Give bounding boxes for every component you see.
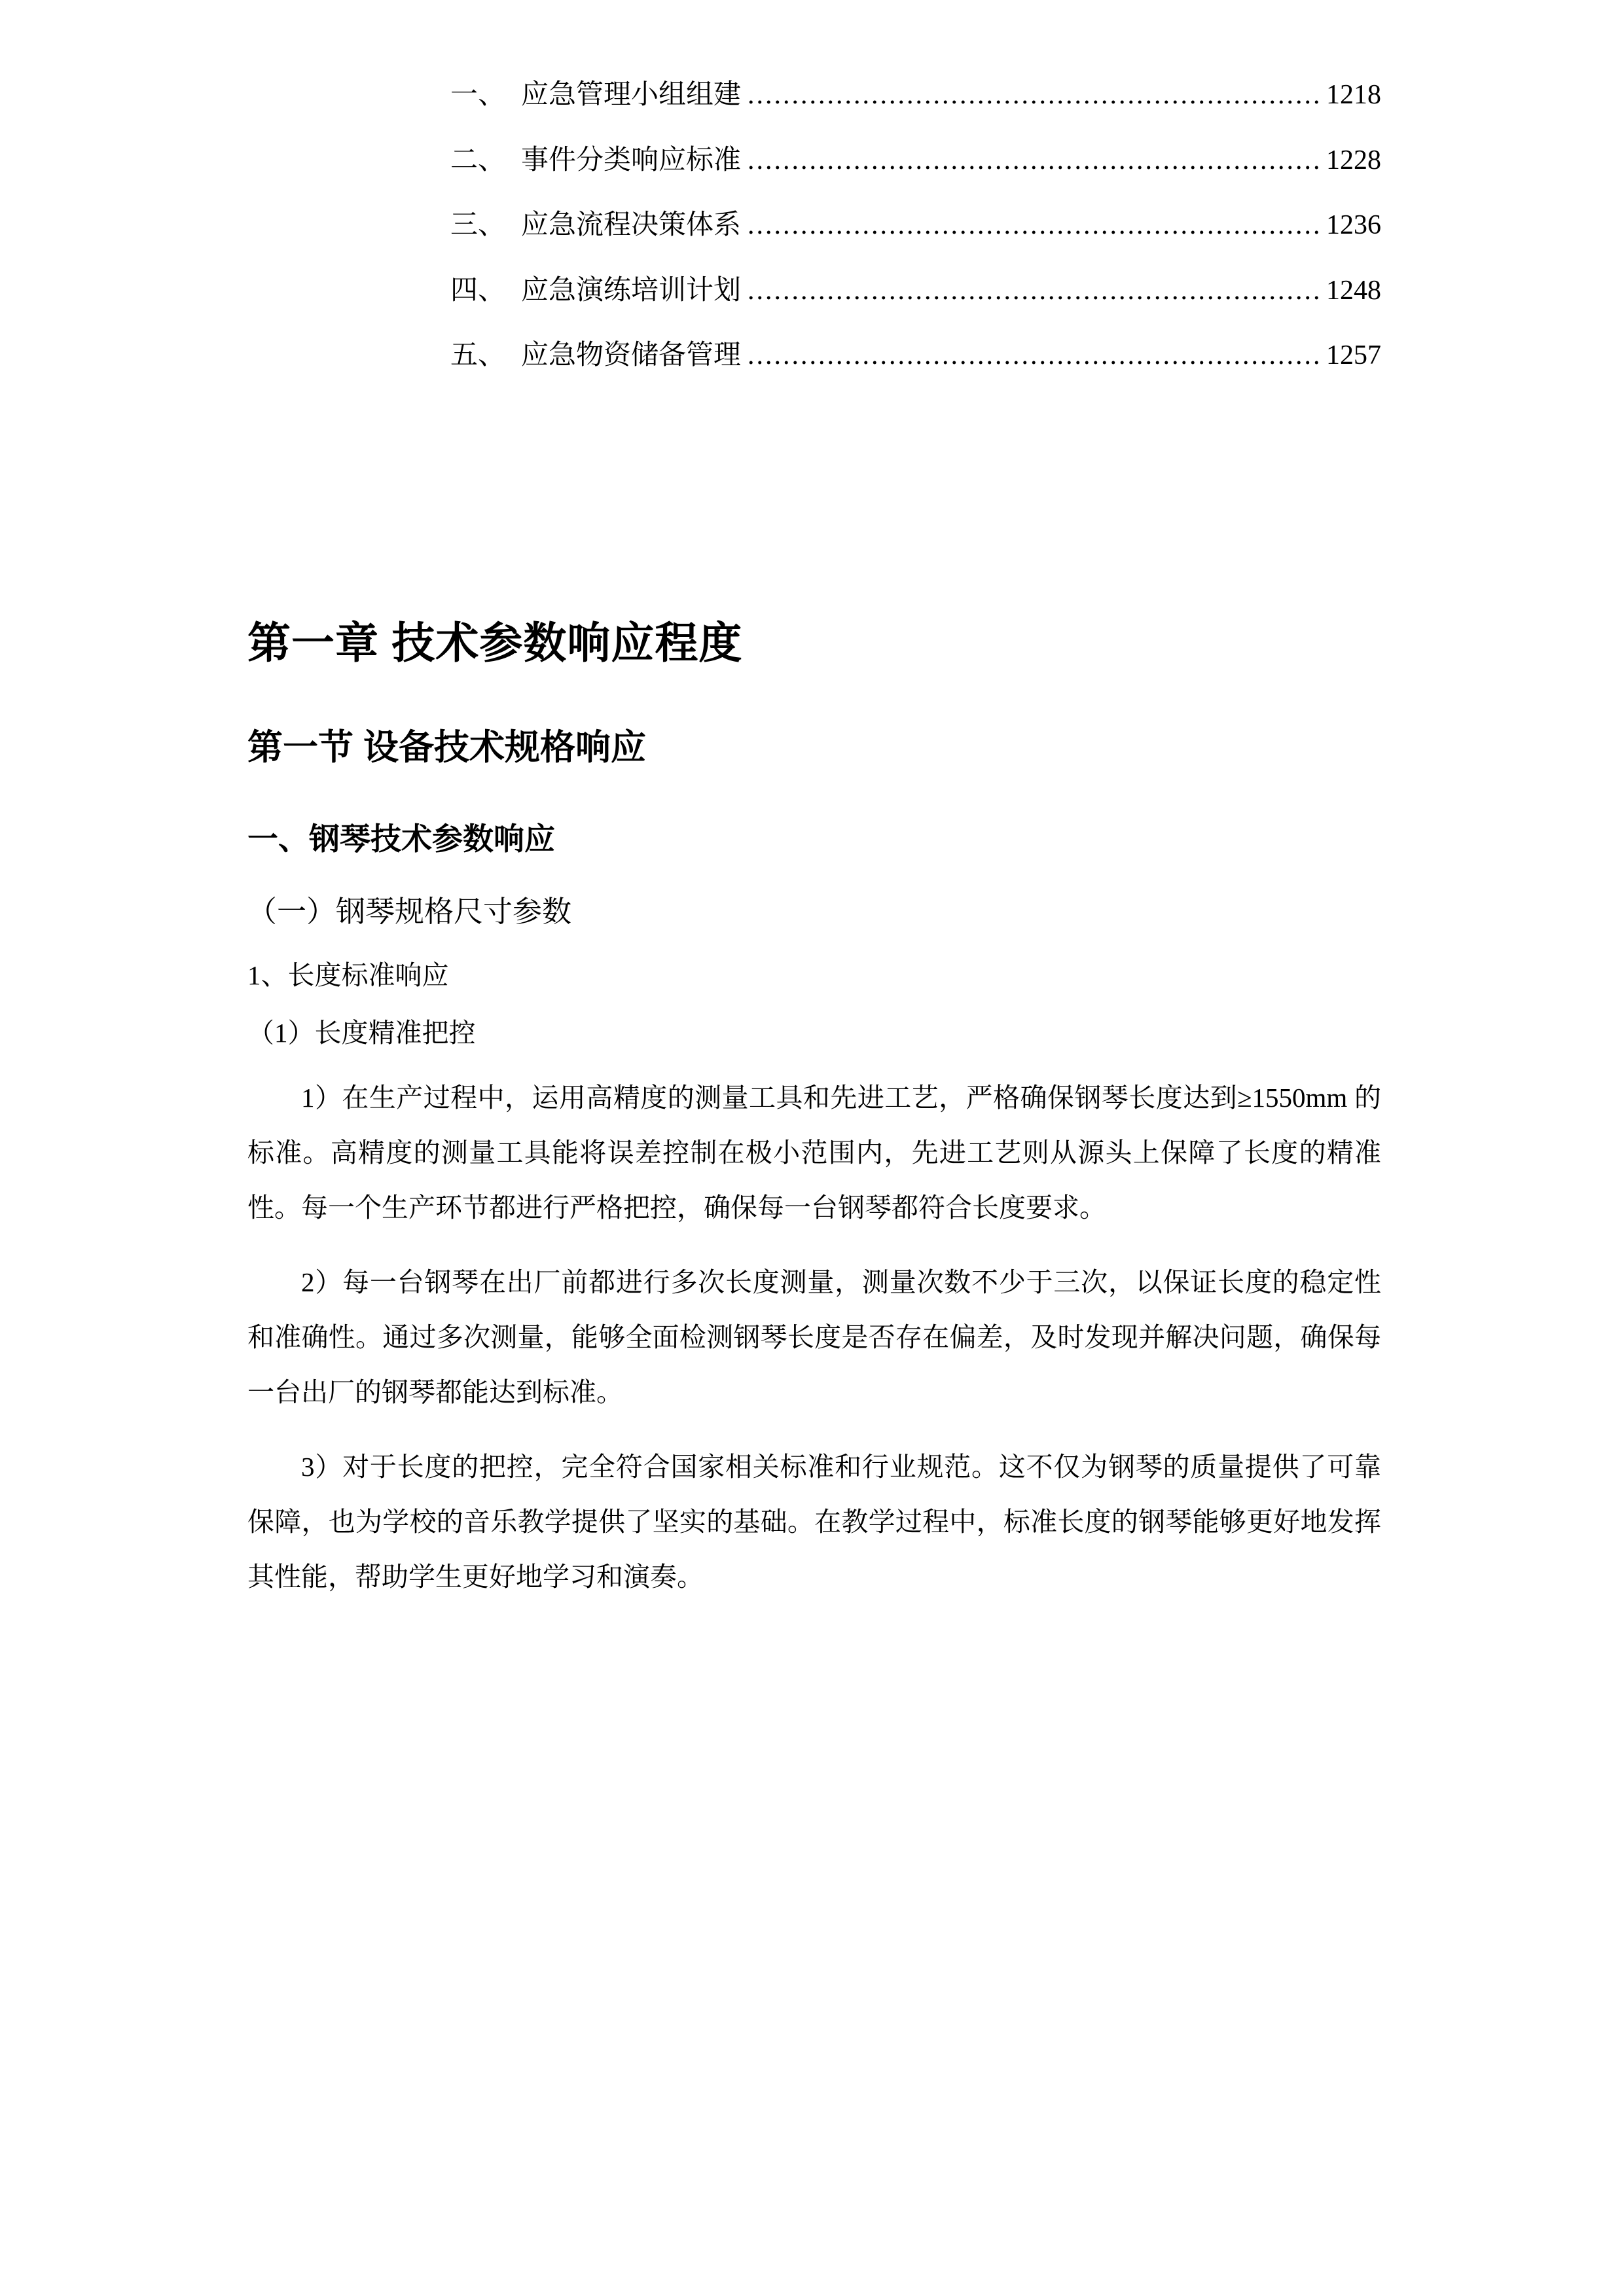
- toc-dot-leader: [745, 143, 1320, 179]
- toc-dot-leader: [745, 77, 1320, 113]
- section-heading: 第一节 设备技术规格响应: [247, 728, 647, 768]
- toc-page-number: 1218: [1326, 80, 1381, 110]
- toc-page-number: 1228: [1326, 145, 1381, 175]
- toc-entry-number: 三、: [450, 210, 506, 241]
- body-paragraph: 3）对于长度的把控，完全符合国家相关标准和行业规范。这不仅为钢琴的质量提供了可靠保障，也为学校的音乐教学提供了坚实的基础。在教学过程中，标准长度的钢琴能够更好地发挥其性能，帮助学生更好地学习和演奏。: [247, 1452, 1381, 1592]
- toc-entry-number: 四、: [450, 275, 506, 306]
- toc-page-number: 1257: [1326, 340, 1381, 371]
- toc-entry-label[interactable]: 事件分类响应标准: [521, 145, 742, 175]
- toc-page-number: 1248: [1326, 275, 1381, 306]
- toc-entry: [450, 143, 1381, 179]
- toc-entry-label[interactable]: 应急流程决策体系: [521, 210, 742, 241]
- toc-dot-leader: [745, 273, 1320, 309]
- table-of-contents: [450, 77, 1381, 374]
- toc-entry: [450, 77, 1381, 113]
- toc-entry-number: 一、: [450, 80, 506, 110]
- toc-entry-label[interactable]: 应急管理小组组建: [521, 80, 742, 110]
- toc-entry: [450, 338, 1381, 374]
- toc-entry: [450, 207, 1381, 243]
- toc-entry-number: 二、: [450, 145, 506, 175]
- body-paragraph: 1）在生产过程中，运用高精度的测量工具和先进工艺，严格确保钢琴长度达到≥1550mm 的标准。高精度的测量工具能将误差控制在极小范围内，先进工艺则从源头上保障了长度的精准性。每一个生产环节都进行严格把控，确保每一台钢琴都符合长度要求。: [247, 1082, 1381, 1223]
- toc-entry-label[interactable]: 应急物资储备管理: [521, 340, 742, 371]
- toc-entry: [450, 273, 1381, 309]
- subheading-level-4: （1）长度精准把控: [247, 1017, 476, 1048]
- subheading-level-3: 1、长度标准响应: [247, 960, 449, 991]
- toc-page-number: 1236: [1326, 210, 1381, 241]
- body-paragraph: 2）每一台钢琴在出厂前都进行多次长度测量，测量次数不少于三次，以保证长度的稳定性和准确性。通过多次测量，能够全面检测钢琴长度是否存在偏差，及时发现并解决问题，确保每一台出厂的钢琴都能达到标准。: [247, 1266, 1381, 1408]
- toc-entry-label[interactable]: 应急演练培训计划: [521, 275, 742, 306]
- toc-dot-leader: [745, 338, 1320, 374]
- toc-dot-leader: [745, 207, 1320, 243]
- subheading-level-1: 一、钢琴技术参数响应: [247, 821, 555, 856]
- subheading-level-2: （一）钢琴规格尺寸参数: [247, 895, 572, 928]
- chapter-heading: 第一章 技术参数响应程度: [247, 618, 743, 667]
- toc-entry-number: 五、: [450, 340, 506, 371]
